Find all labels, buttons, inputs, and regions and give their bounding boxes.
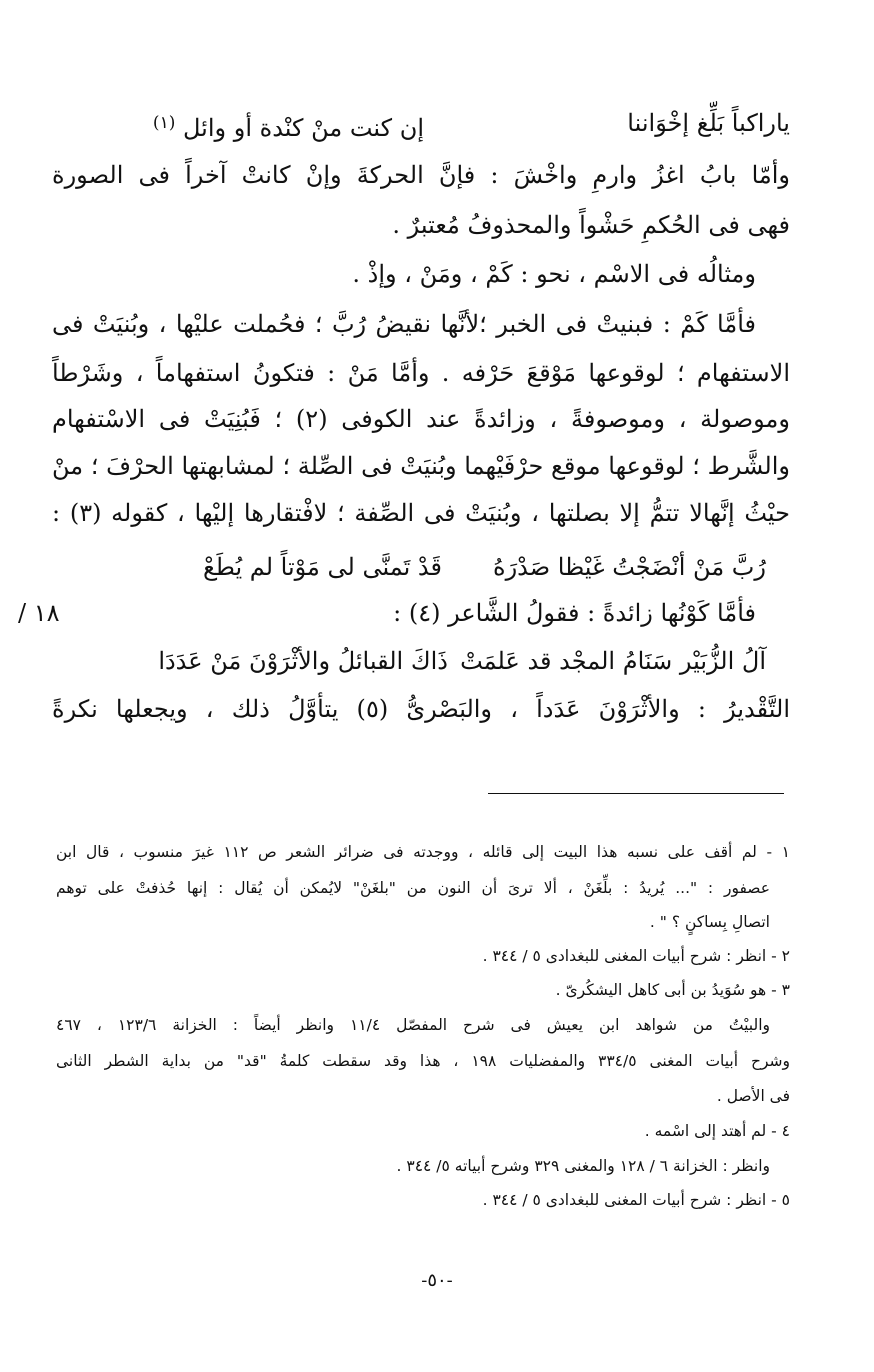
body-last-line: التَّقْديرُ : والأثْرَوْنَ عَدَداً ، والبَصْرىُّ (٥) يتأوَّلُ ذلك ، ويجعلها نكرةً bbox=[52, 695, 791, 723]
verse-1-right-hemistich: ياراكباً بَلِّغ إخْوَاننا bbox=[627, 109, 790, 137]
body-line-7: والشَّرط ؛ لوقوعها موقع حرْفَيْهما وبُنيَتْ فى الصِّلة ؛ لمشابهتها الحرْفَ ؛ منْ bbox=[52, 452, 790, 480]
footnote-4-line-2: وانظر : الخزانة ٦ / ١٢٨ والمغنى ٣٢٩ وشرح أبياته ٥/ ٣٤٤ . bbox=[396, 1157, 770, 1175]
footnote-5: ٥ - انظر : شرح أبيات المغنى للبغدادى ٥ / ٣٤٤ . bbox=[482, 1191, 790, 1209]
body-line-2: فهى فى الحُكمِ حَشْواً والمحذوفُ مُعتبرٌ . bbox=[392, 211, 790, 239]
footnote-1-line-1: ١ - لم أقف على نسبه هذا البيت إلى قائله ، ووجدته فى ضرائر الشعر ص ١١٢ غيرَ منسوب ، قال ابن bbox=[56, 843, 790, 861]
footnote-ref-1: (١) bbox=[152, 113, 176, 133]
footnote-2: ٢ - انظر : شرح أبيات المغنى للبغدادى ٥ / ٣٤٤ . bbox=[482, 947, 790, 965]
verse-1-left-hemistich: إن كنت منْ كنْدة أو وائل $^{(١)}$ bbox=[152, 113, 424, 142]
body-line-1: وأمّا بابُ اغزُ وارمِ واخْشَ : فإنَّ الحركةَ وإنْ كانتْ آخراً فى الصورة bbox=[52, 161, 790, 189]
body-line-8: حيْثُ إنَّهالا تتمُّ إلا بصلتها ، وبُنيَتْ فى الصِّفة ؛ لافْتقارها إليْها ، كقوله (٣) : bbox=[52, 499, 790, 527]
body-line-6: وموصولة ، وموصوفةً ، وزائدةً عند الكوفى (٢) ؛ فَبُنِيَتْ فى الاسْتفهام bbox=[52, 405, 790, 433]
body-line-5: الاستفهام ؛ لوقوعها مَوْقعَ حَرْفه . وأمَّا مَنْ : فتكونُ استفهاماً ، وشَرْطاً bbox=[52, 359, 790, 387]
body-line-3: ومثالُه فى الاسْم ، نحو : كَمْ ، ومَنْ ، وإذْ . bbox=[352, 260, 756, 288]
poet-intro-line: فأمَّا كَوْنُها زائدةً : فقولُ الشَّاعر (٤) : bbox=[393, 599, 756, 627]
verse-2-right-hemistich: رُبَّ مَنْ أنْضَجْتُ غَيْظا صَدْرَهُ bbox=[493, 553, 766, 581]
footnote-3-line-2: والبيْتُ من شواهد ابن يعيش فى شرح المفصّل ١١/٤ وانظر أيضاً : الخزانة ١٢٣/٦ ، ٤٦٧ bbox=[56, 1016, 770, 1034]
verse-2-left-hemistich: قَدْ تَمنَّى لى مَوْتاً لم يُطَعْ bbox=[202, 553, 442, 581]
footnote-3-line-3: وشرح أبيات المغنى ٣٣٤/٥ والمفضليات ١٩٨ ، هذا وقد سقطت كلمةُ "قد" من بداية الشطر الثانى bbox=[56, 1052, 790, 1070]
body-line-4: فأمَّا كَمْ : فبنيتْ فى الخبر ؛لأنَّها نقيضُ رُبَّ ؛ فحُملت عليْها ، وبُنيَتْ فى bbox=[52, 310, 756, 338]
margin-page-number: ١٨ / bbox=[18, 599, 60, 627]
verse-3-right-hemistich: آلُ الزُّبَيْر سَنَامُ المجْد قد عَلمَتْ bbox=[460, 647, 766, 675]
footnote-1-line-3: اتصالِ بِساكنٍ ؟ " . bbox=[649, 913, 770, 931]
verse-3-left-hemistich: ذَاكَ القبائلُ والأثْرَوْنَ مَنْ عَدَدَا bbox=[158, 647, 448, 675]
page-number: -٥٠- bbox=[421, 1270, 453, 1291]
footnote-4-line-1: ٤ - لم أهتد إلى اسْمه . bbox=[644, 1122, 790, 1140]
footnote-1-line-2: عصفور : "... يُريدُ : بلِّغَنْ ، ألا ترىَ أن النون من "بلغَنْ" لايُمكن أن يُقال : إنها حُذفتْ على توهم bbox=[56, 879, 770, 897]
footnote-3-line-4: فى الأصل . bbox=[716, 1087, 790, 1105]
footnote-separator bbox=[488, 793, 784, 794]
footnote-3-line-1: ٣ - هو سُوَيدُ بن أبى كاهل اليشكُرىّ . bbox=[555, 981, 790, 999]
